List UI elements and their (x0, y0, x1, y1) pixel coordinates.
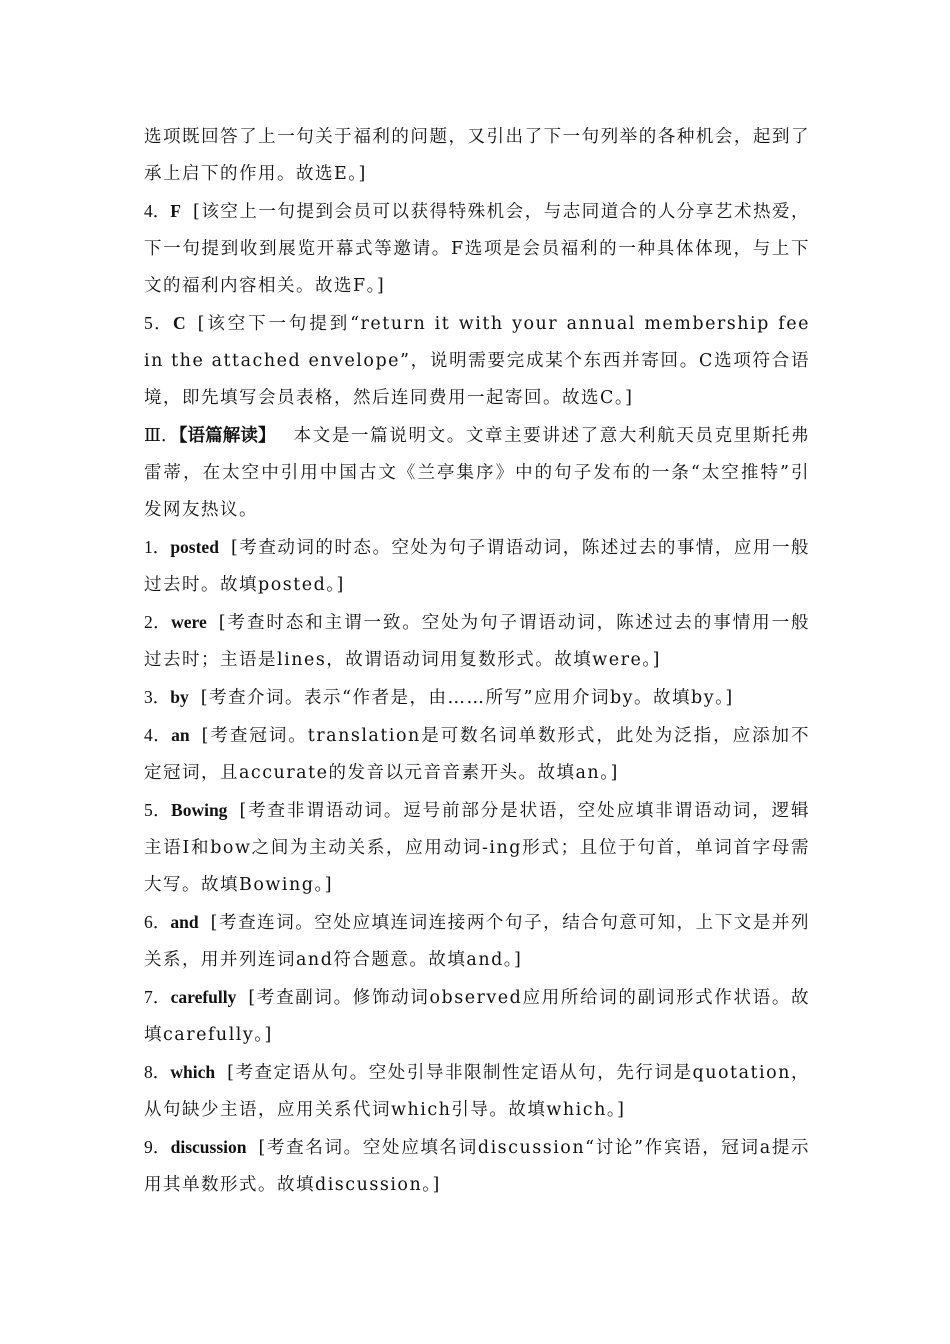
item-answer: carefully (170, 987, 237, 1007)
part3-item-6 (144, 904, 810, 979)
part2-item-5 (144, 305, 810, 417)
item-explanation: [考查定语从句。空处引导非限制性定语从句，先行词是quotation，从句缺少主语，应用关系代词which引导。故填which。] (144, 1063, 810, 1120)
item-explanation: [考查介词。表示“作者是，由……所写”应用介词by。故填by。] (200, 688, 734, 708)
item-answer: an (171, 725, 190, 745)
section-overview-text: 本文是一篇说明文。文章主要讲述了意大利航天员克里斯托弗雷蒂，在太空中引用中国古文《兰亭集序》中的句子发布的一条“太空推特”引发网友热议。 (144, 426, 811, 520)
part3-item-1 (144, 529, 810, 604)
item-answer: which (170, 1062, 216, 1082)
item-answer: by (170, 687, 189, 707)
item-number: 5． (144, 800, 172, 820)
item-number: 8． (144, 1062, 171, 1082)
item-answer: C (173, 313, 186, 333)
item-number: 9． (144, 1137, 171, 1157)
item-answer: posted (170, 537, 219, 557)
item-answer: were (171, 612, 207, 632)
item-explanation: [考查动词的时态。空处为句子谓语动词，陈述过去的事情，应用一般过去时。故填posted。] (144, 538, 811, 595)
item-explanation: [考查冠词。translation是可数名词单数形式，此处为泛指，应添加不定冠词，且accurate的发音以元音音素开头。故填an。] (144, 726, 811, 783)
section-number: Ⅲ． (144, 425, 179, 445)
item-number: 4． (144, 725, 172, 745)
item-number: 7． (144, 987, 171, 1007)
part3-item-4 (144, 717, 810, 792)
part3-item-3 (144, 679, 810, 717)
item-explanation: [该空上一句提到会员可以获得特殊机会，与志同道合的人分享艺术热爱，下一句提到收到展览开幕式等邀请。F选项是会员福利的一种具体体现，与上下文的福利内容相关。故选F。] (144, 202, 811, 296)
item-explanation: [该空下一句提到“return it with your annual membership fee in the attached envelope”，说明需要完成某个东西并寄回。C选项符合语境，即先填写会员表格，然后连同费用一起寄回。故选C。] (144, 314, 810, 408)
section-heading: 【语篇解读】 (178, 425, 276, 445)
item-number: 5． (144, 313, 174, 333)
item-number: 3． (144, 687, 171, 707)
intro-text: 选项既回答了上一句关于福利的问题，又引出了下一句列举的各种机会，起到了承上启下的作用。故选E。] (144, 127, 810, 184)
part3-item-7 (144, 979, 810, 1054)
part2-item-4 (144, 193, 810, 305)
item-number: 1． (144, 537, 171, 557)
section3-overview (144, 417, 810, 529)
item-number: 4． (144, 201, 171, 221)
item-explanation: [考查非谓语动词。逗号前部分是状语，空处应填非谓语动词，逻辑主语I和bow之间为主动关系，应用动词-ing形式；且位于句首，单词首字母需大写。故填Bowing。] (144, 801, 811, 895)
item-explanation: [考查连词。空处应填连词连接两个句子，结合句意可知，上下文是并列关系，用并列连词and符合题意。故填and。] (144, 913, 811, 970)
item-answer: Bowing (171, 800, 228, 820)
answer-document (144, 119, 810, 1204)
part3-item-8 (144, 1054, 810, 1129)
item-answer: and (170, 912, 199, 932)
part3-item-5 (144, 792, 810, 904)
item-explanation: [考查时态和主谓一致。空处为句子谓语动词，陈述过去的事情用一般过去时；主语是lines，故谓语动词用复数形式。故填were。] (144, 613, 811, 670)
item-answer: discussion (170, 1137, 247, 1157)
item-number: 2． (144, 612, 172, 632)
item-explanation: [考查名词。空处应填名词discussion“讨论”作宾语，冠词a提示用其单数形式。故填discussion。] (144, 1138, 811, 1195)
item-explanation: [考查副词。修饰动词observed应用所给词的副词形式作状语。故填carefully。] (144, 988, 811, 1045)
item-number: 6． (144, 912, 171, 932)
part3-item-9 (144, 1129, 810, 1204)
item-answer: F (170, 201, 181, 221)
part3-item-2 (144, 604, 810, 679)
intro-paragraph (144, 119, 810, 193)
